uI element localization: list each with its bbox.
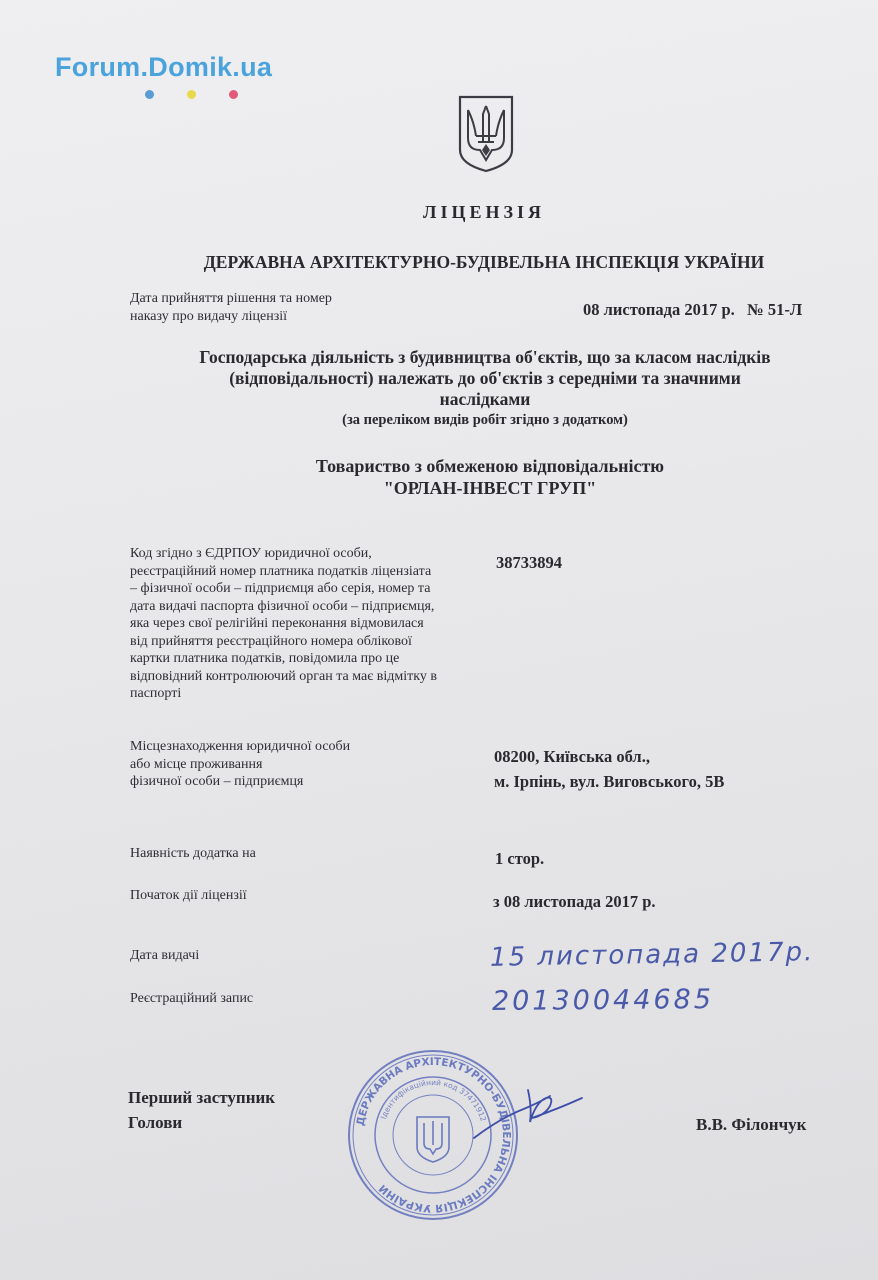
decision-value: 08 листопада 2017 р. № 51-Л <box>583 300 803 319</box>
code-label-line: реєстраційний номер платника податків ліцензіата <box>130 563 432 579</box>
address-value <box>494 744 724 794</box>
address-value-line: 08200, Київська обл., <box>494 747 650 766</box>
watermark-dot-blue <box>145 90 154 99</box>
code-label-line: яка через свої релігійні переконання відмовилася <box>130 616 424 631</box>
start-label: Початок дії ліцензії <box>130 888 247 903</box>
company-line: "ОРЛАН-ІНВЕСТ ГРУП" <box>383 478 597 498</box>
watermark-dots <box>145 90 255 100</box>
code-label-line: дата видачі паспорта фізичної особи – підприємця, <box>130 598 435 614</box>
watermark-dot-yellow <box>187 90 196 99</box>
stamp-outer-text: ДЕРЖАВНА АРХІТЕКТУРНО-БУДІВЕЛЬНА ІНСПЕКЦІЯ УКРАЇНИ <box>354 1055 513 1215</box>
activity-description <box>120 347 850 430</box>
decision-label-line: наказу про видачу ліцензії <box>130 308 288 324</box>
address-label-line: або місце проживання <box>130 756 263 772</box>
address-label <box>130 738 350 791</box>
issue-date-label: Дата видачі <box>130 948 200 963</box>
activity-line: наслідками <box>439 389 531 409</box>
address-label-line: фізичної особи – підприємця <box>130 774 304 789</box>
watermark-text: Forum.Domik.ua <box>55 52 273 82</box>
stamp-inner-text: Ідентифікаційний код 37471912 <box>378 1077 488 1123</box>
address-label-line: Місцезнаходження юридичної особи <box>130 739 351 754</box>
license-title: ЛІЦЕНЗІЯ <box>423 202 545 222</box>
decision-label-line: Дата прийняття рішення та номер <box>130 291 332 306</box>
company-name <box>150 455 830 499</box>
watermark-logo <box>55 52 272 83</box>
appendix-value: 1 стор. <box>495 849 545 868</box>
code-label <box>130 545 468 703</box>
code-value: 38733894 <box>496 553 562 572</box>
trident-coat-of-arms-icon <box>456 94 516 179</box>
signatory-position-line: Перший заступник <box>128 1088 276 1107</box>
signatory-position-line: Голови <box>128 1113 183 1132</box>
company-line: Товариство з обмеженою відповідальністю <box>315 456 665 476</box>
watermark-dot-pink <box>229 90 238 99</box>
address-value-line: м. Ірпінь, вул. Виговського, 5В <box>494 772 725 791</box>
registry-handwritten: 20130044685 <box>491 984 715 1017</box>
code-label-line: відповідний контролюючий орган та має відмітку в <box>130 668 437 684</box>
signatory-name: В.В. Філончук <box>696 1115 807 1134</box>
code-label-line: – фізичної особи – підприємця або серія, номер та <box>130 581 431 596</box>
appendix-label: Наявність додатка на <box>130 846 256 861</box>
decision-label <box>130 290 332 325</box>
trident-icon <box>417 1117 449 1162</box>
code-label-line: паспорті <box>130 686 182 701</box>
registry-label: Реєстраційний запис <box>130 991 254 1006</box>
code-label-line: Код згідно з ЄДРПОУ юридичної особи, <box>130 546 372 561</box>
agency-name: ДЕРЖАВНА АРХІТЕКТУРНО-БУДІВЕЛЬНА ІНСПЕКЦІЯ УКРАЇНИ <box>203 252 765 272</box>
issue-date-handwritten: 15 листопада 2017р. <box>489 937 815 973</box>
code-label-line: від прийняття реєстраційного номера облікової <box>130 633 412 649</box>
activity-line: Господарська діяльність з будивництва об'єктів, що за класом наслідків <box>199 347 771 367</box>
signature-icon <box>470 1078 590 1153</box>
activity-line: (відповідальності) належать до об'єктів з середніми та значними <box>229 368 741 388</box>
activity-note: (за переліком видів робіт згідно з додатком) <box>342 412 628 428</box>
signatory-position <box>128 1085 275 1135</box>
start-value: з 08 листопада 2017 р. <box>493 892 656 911</box>
code-label-line: картки платника податків, повідомила про це <box>130 651 400 666</box>
